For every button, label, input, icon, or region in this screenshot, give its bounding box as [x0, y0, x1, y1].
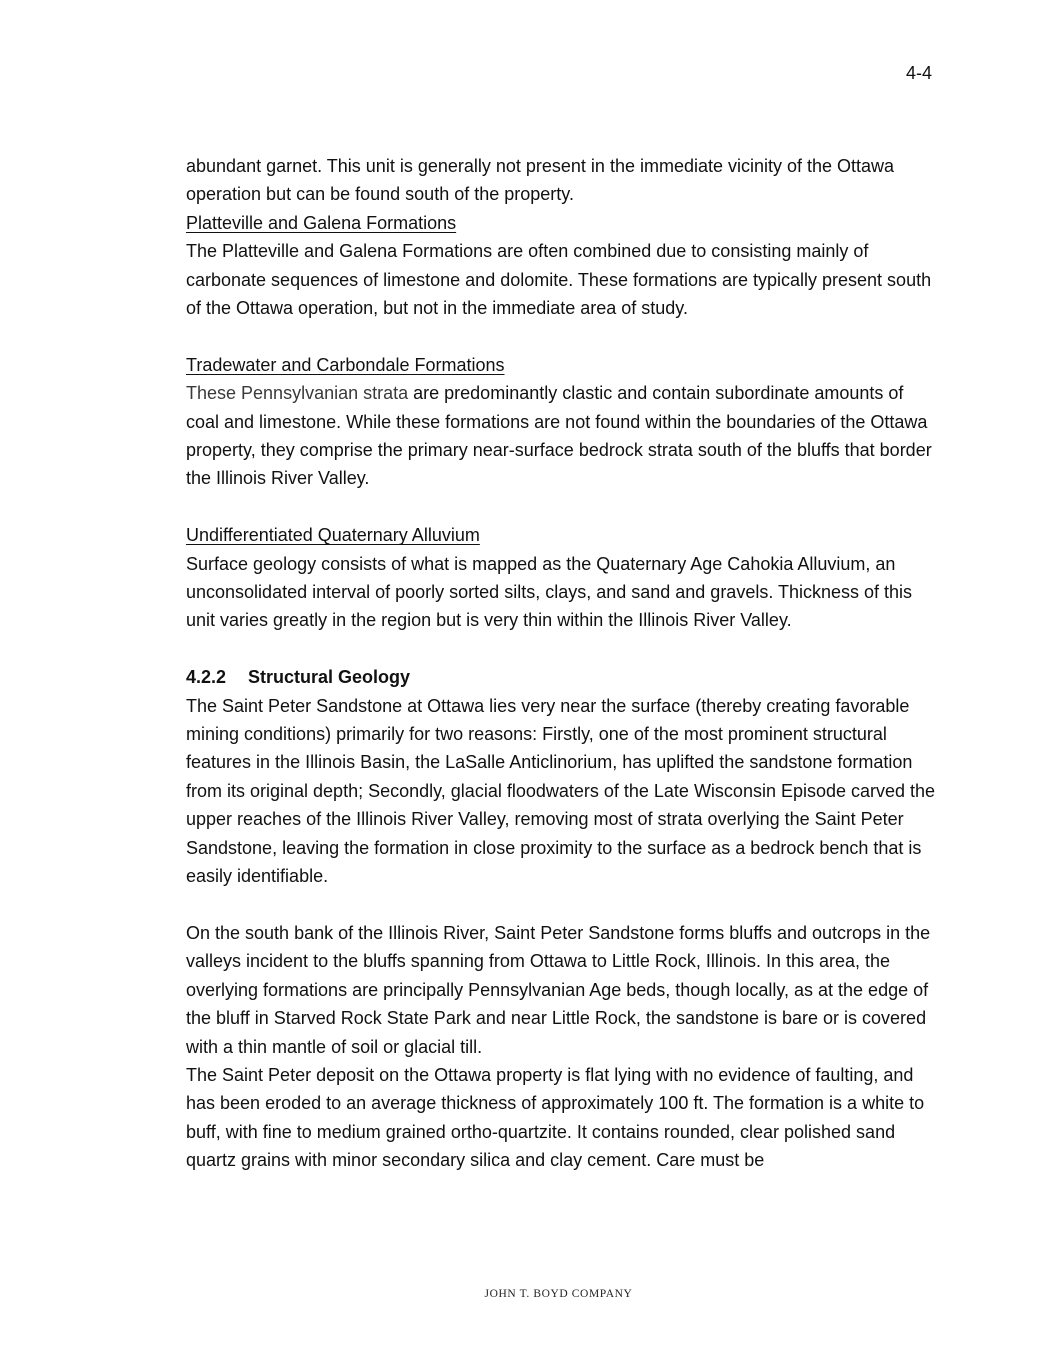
tradewater-lead-text: These Pennsylvanian strata	[186, 383, 409, 404]
alluvium-heading: Undifferentiated Quaternary Alluvium	[186, 525, 480, 546]
section-title: Structural Geology	[248, 667, 411, 688]
tradewater-body-text: are predominantly clastic and contain subordinate amounts of coal and limestone. While these formations are not found within the boundaries of the Ottawa property, they comprise the primary near-surface bedrock strata south of the bluffs that border the Illinois River Valley.	[186, 383, 932, 489]
section-number: 4.2.2	[186, 667, 227, 688]
company-footer: JOHN T. BOYD COMPANY	[484, 1288, 633, 1300]
page-number: 4-4	[905, 63, 932, 83]
structural-geology-paragraph: The Saint Peter Sandstone at Ottawa lies very near the surface (thereby creating favorable mining conditions) primarily for two reasons: Firstly, one of the most prominent structural features in the Illinois Basin, the LaSalle Anticlinorium, has uplifted the sandstone formation from its original depth; Secondly, glacial floodwaters of the Late Wisconsin Episode carved the upper reaches of the Illinois River Valley, removing most of strata overlying the Saint Peter Sandstone, leaving the formation in close proximity to the surface as a bedrock bench that is easily identifiable.	[186, 695, 936, 887]
south-bank-paragraph: On the south bank of the Illinois River, Saint Peter Sandstone forms bluffs and outcrops in the valleys incident to the bluffs spanning from Ottawa to Little Rock, Illinois. In this area, the overlying formations are principally Pennsylvanian Age beds, though locally, as at the edge of the bluff in Starved Rock State Park and near Little Rock, the sandstone is bare or is covered with a thin mantle of soil or glacial till.	[186, 922, 931, 1057]
section-tradewater	[186, 351, 936, 493]
paragraph-garnet: abundant garnet. This unit is generally not present in the immediate vicinity of the Ottawa operation but can be found south of the property.	[186, 156, 895, 205]
section-alluvium	[186, 521, 936, 635]
platteville-heading: Platteville and Galena Formations	[186, 212, 457, 233]
alluvium-paragraph: Surface geology consists of what is mapped as the Quaternary Age Cahokia Alluvium, an unconsolidated interval of poorly sorted silts, clays, and sand and gravels. Thickness of this unit varies greatly in the region but is very thin within the Illinois River Valley.	[186, 553, 913, 631]
platteville-paragraph: The Platteville and Galena Formations are often combined due to consisting mainly of carbonate sequences of limestone and dolomite. These formations are typically present south of the Ottawa operation, but not in the immediate area of study.	[186, 241, 932, 319]
deposit-paragraph: The Saint Peter deposit on the Ottawa property is flat lying with no evidence of faulting, and has been eroded to an average thickness of approximately 100 ft. The formation is a white to buff, with fine to medium grained ortho-quartzite. It contains rounded, clear polished sand quartz grains with minor secondary silica and clay cement. Care must be	[186, 1064, 925, 1171]
tradewater-paragraph	[186, 379, 936, 493]
section-platteville	[186, 209, 936, 323]
tradewater-heading: Tradewater and Carbondale Formations	[186, 354, 505, 375]
document-body	[186, 152, 936, 1175]
structural-geology-heading	[186, 663, 936, 691]
section-structural-geology	[186, 663, 936, 890]
